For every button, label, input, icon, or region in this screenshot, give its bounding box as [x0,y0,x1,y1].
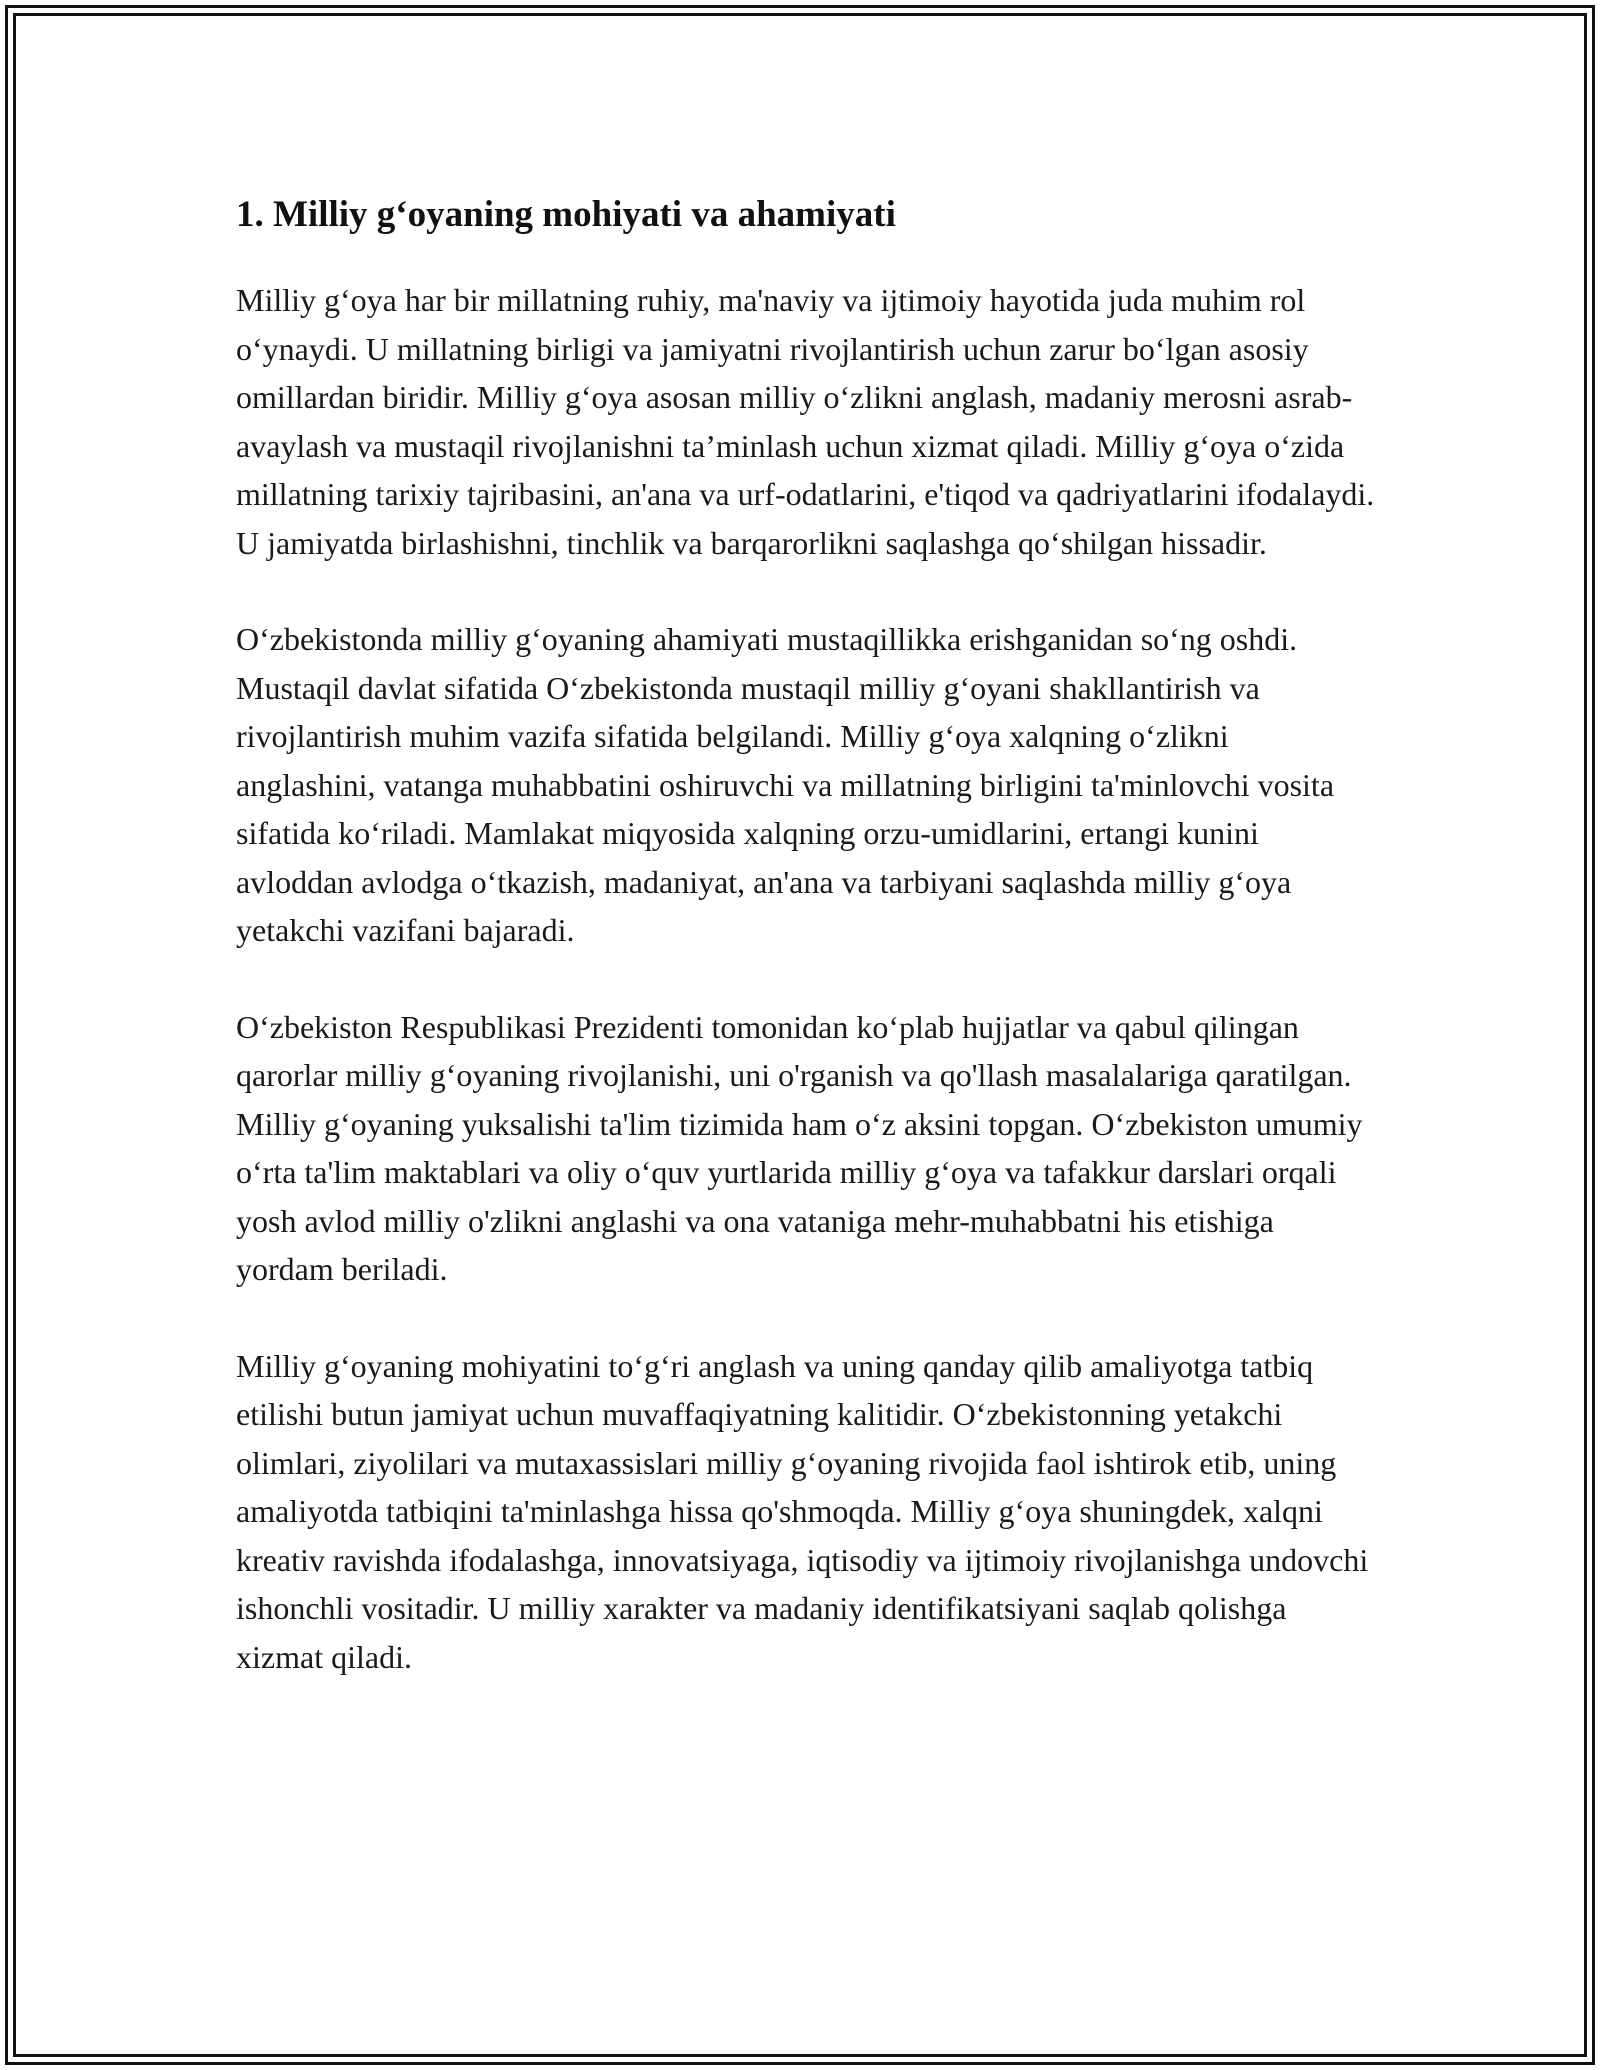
paragraph-1: Milliy g‘oya har bir millatning ruhiy, ma'naviy va ijtimoiy hayotida juda muhim rol o‘ynaydi. U millatning birligi va jamiyatni rivojlantirish uchun zarur bo‘lgan asosiy omillardan biridir. Milliy g‘oya asosan milliy o‘zlikni anglash, madaniy merosni asrab-avaylash va mustaqil rivojlanishni ta’minlash uchun xizmat qiladi. Milliy g‘oya o‘zida millatning tarixiy tajribasini, an'ana va urf-odatlarini, e'tiqod va qadriyatlarini ifodalaydi. U jamiyatda birlashishni, tinchlik va barqarorlikni saqlashga qo‘shilgan hissadir. [236,282,1375,561]
section-heading: 1. Milliy g‘oyaning mohiyati va ahamiyati [236,194,896,235]
document-body [236,190,1376,1681]
paragraph-3: O‘zbekiston Respublikasi Prezidenti tomonidan ko‘plab hujjatlar va qabul qilingan qarorlar milliy g‘oyaning rivojlanishi, uni o'rganish va qo'llash masalalariga qaratilgan. Milliy g‘oyaning yuksalishi ta'lim tizimida ham o‘z aksini topgan. O‘zbekiston umumiy o‘rta ta'lim maktablari va oliy o‘quv yurtlarida milliy g‘oya va tafakkur darslari orqali yosh avlod milliy o'zlikni anglashi va ona vataniga mehr-muhabbatni his etishiga yordam beriladi. [236,1008,1363,1287]
paragraph-4: Milliy g‘oyaning mohiyatini to‘g‘ri anglash va uning qanday qilib amaliyotga tatbiq etilishi butun jamiyat uchun muvaffaqiyatning kalitidir. O‘zbekistonning yetakchi olimlari, ziyolilari va mutaxassislari milliy g‘oyaning rivojida faol ishtirok etib, uning amaliyotda tatbiqini ta'minlashga hissa qo'shmoqda. Milliy g‘oya shuningdek, xalqni kreativ ravishda ifodalashga, innovatsiyaga, iqtisodiy va ijtimoiy rivojlanishga undovchi ishonchli vositadir. U milliy xarakter va madaniy identifikatsiyani saqlab qolishga xizmat qiladi. [236,1347,1369,1675]
paragraph-2: O‘zbekistonda milliy g‘oyaning ahamiyati mustaqillikka erishganidan so‘ng oshdi. Mustaqil davlat sifatida O‘zbekistonda mustaqil milliy g‘oyani shakllantirish va rivojlantirish muhim vazifa sifatida belgilandi. Milliy g‘oya xalqning o‘zlikni anglashini, vatanga muhabbatini oshiruvchi va millatning birligini ta'minlovchi vosita sifatida ko‘riladi. Mamlakat miqyosida xalqning orzu-umidlarini, ertangi kunini avloddan avlodga o‘tkazish, madaniyat, an'ana va tarbiyani saqlashda milliy g‘oya yetakchi vazifani bajaradi. [236,621,1335,948]
